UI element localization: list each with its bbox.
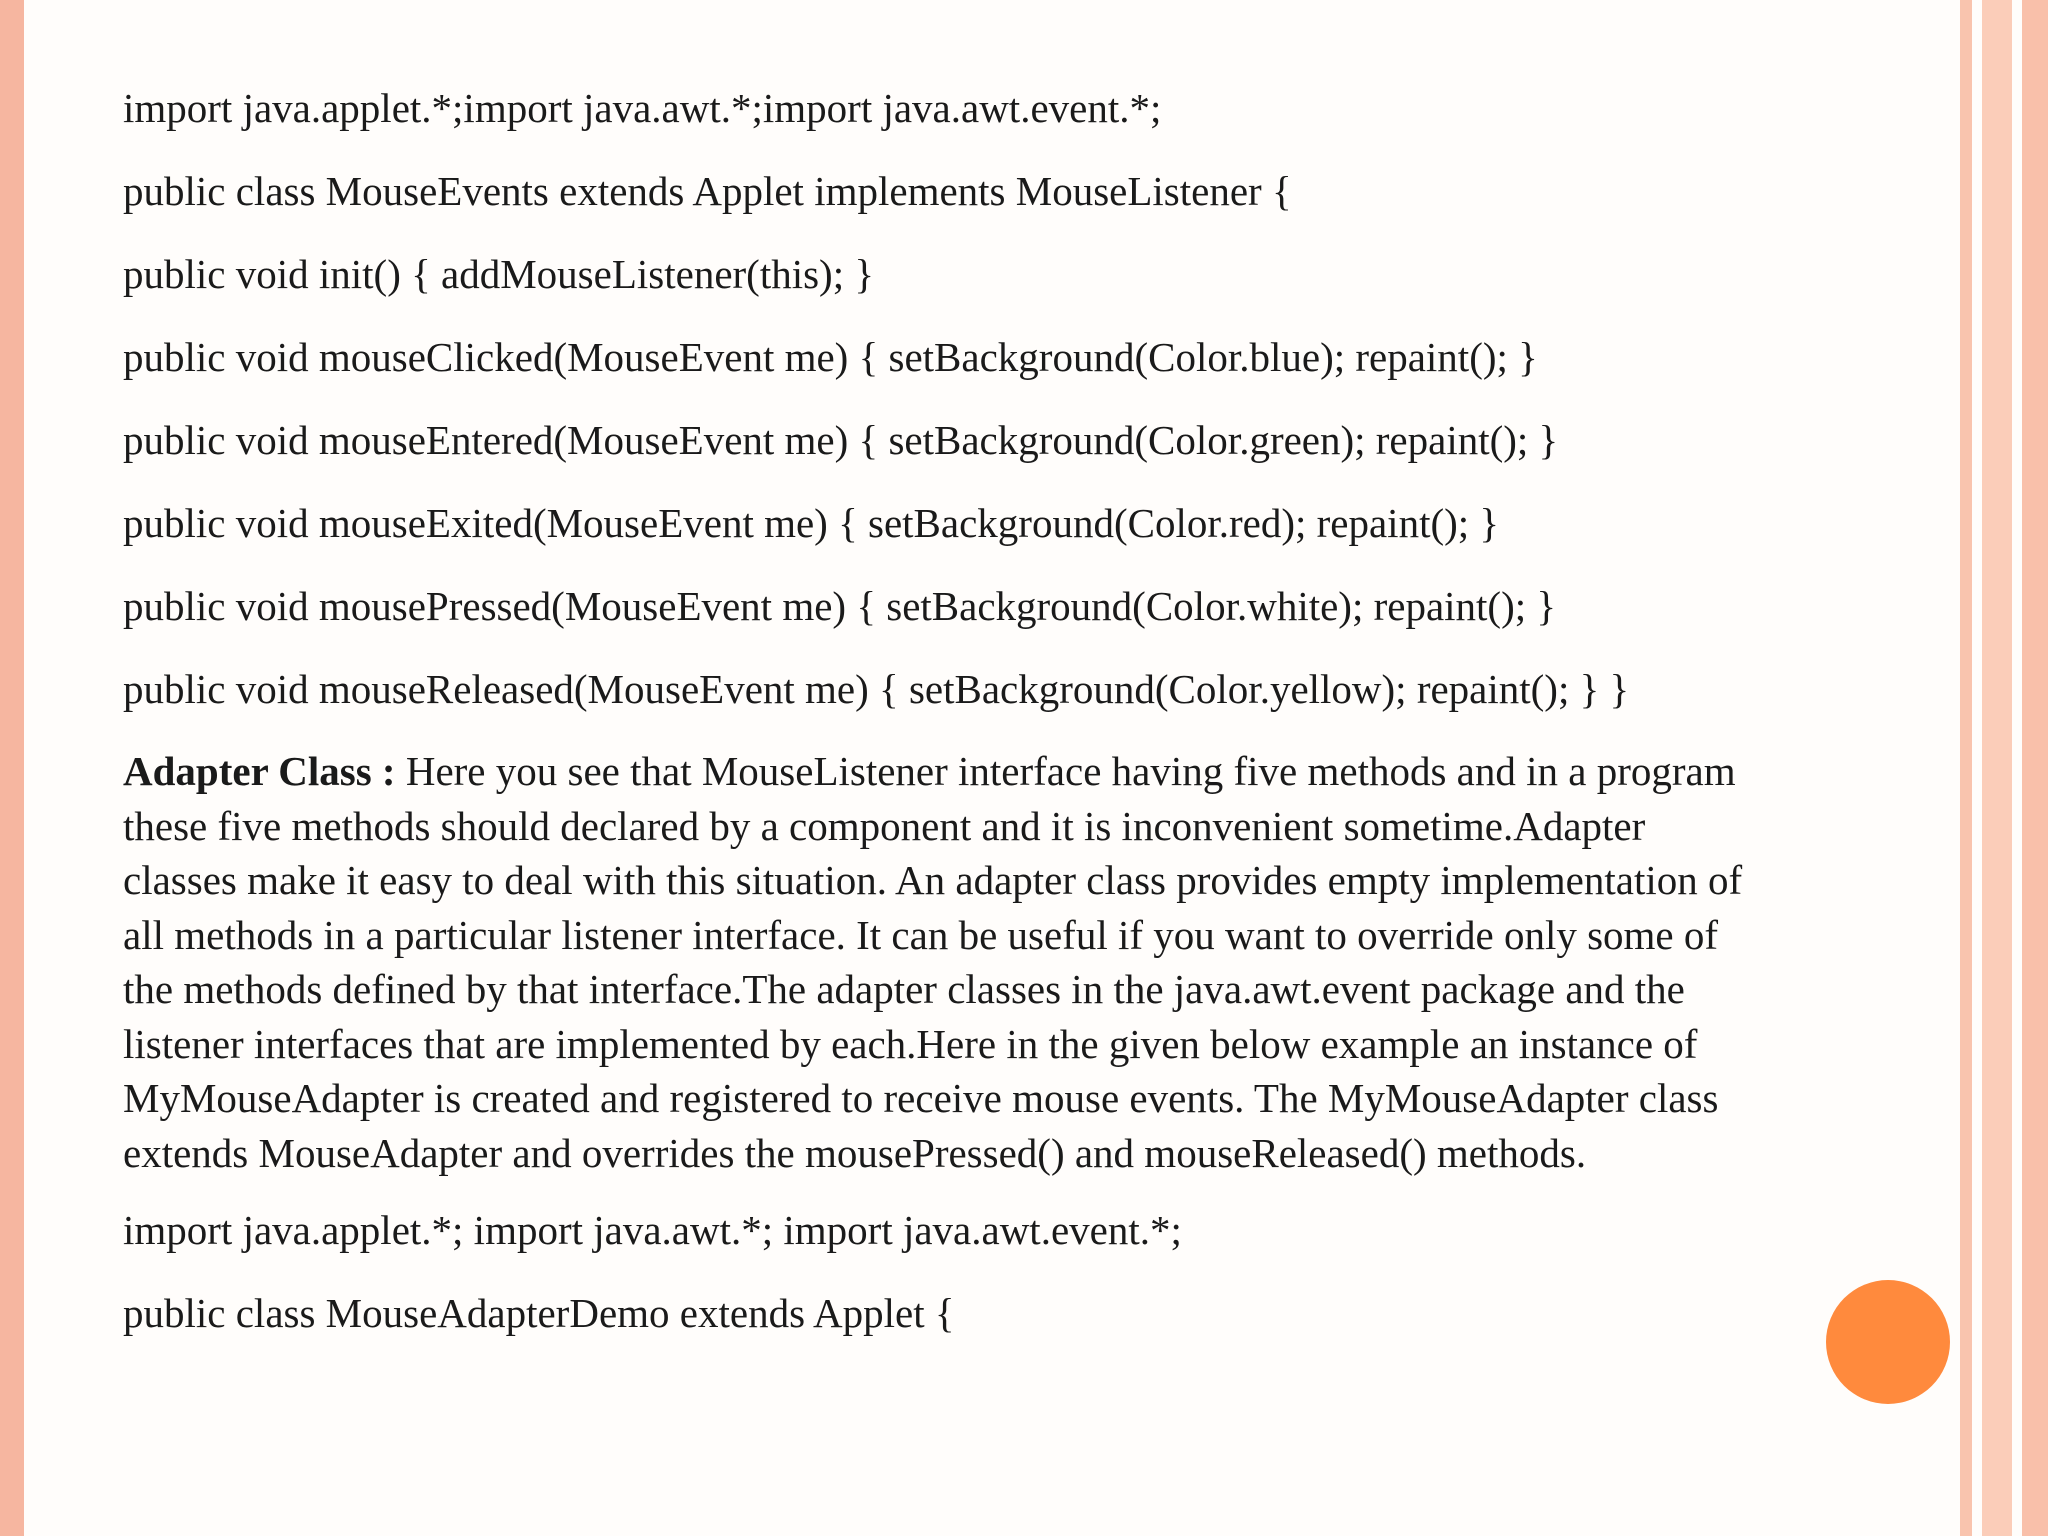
paragraph-line: extends MouseAdapter and overrides the mousePressed() and mouseReleased() methods. (123, 1129, 1587, 1176)
orange-circle-decoration (1826, 1280, 1950, 1404)
right-border-stripe (1982, 0, 2012, 1536)
code-line: public void mousePressed(MouseEvent me) { setBackground(Color.white); repaint(); } (123, 583, 1557, 629)
code-line: import java.applet.*; import java.awt.*; import java.awt.event.*; (123, 1207, 1182, 1253)
paragraph-line: MyMouseAdapter is created and registered to receive mouse events. The MyMouseAdapter class (123, 1075, 1719, 1121)
paragraph-line: these five methods should declared by a component and it is inconvenient sometime.Adapter (123, 802, 1646, 849)
adapter-class-paragraph (123, 744, 1923, 1180)
paragraph-text: Here you see that MouseListener interface having five methods and in a program (395, 748, 1736, 794)
adapter-class-label: Adapter Class : (123, 748, 396, 794)
paragraph-line: listener interfaces that are implemented by each.Here in the given below example an instance of (123, 1020, 1698, 1067)
code-line: public void init() { addMouseListener(this); } (123, 251, 875, 297)
code-line: public void mouseClicked(MouseEvent me) { setBackground(Color.blue); repaint(); } (123, 334, 1538, 380)
code-block-mouse-adapter-demo (123, 1200, 1923, 1366)
paragraph-line: classes make it easy to deal with this situation. An adapter class provides empty implementation of (123, 857, 1743, 903)
code-line: import java.applet.*;import java.awt.*;import java.awt.event.*; (123, 85, 1162, 131)
code-line: public class MouseAdapterDemo extends Applet { (123, 1290, 955, 1336)
paragraph-line: the methods defined by that interface.The adapter classes in the java.awt.event package and the (123, 966, 1685, 1012)
right-border-stripe (1960, 0, 1972, 1536)
code-line: public class MouseEvents extends Applet implements MouseListener { (123, 168, 1292, 214)
paragraph-line (123, 744, 1923, 799)
right-border-stripe (2022, 0, 2048, 1536)
left-border-stripe (0, 0, 24, 1536)
code-block-mouse-events (123, 78, 1923, 742)
paragraph-line: all methods in a particular listener interface. It can be useful if you want to override only some of (123, 911, 1719, 958)
code-line: public void mouseReleased(MouseEvent me) { setBackground(Color.yellow); repaint(); } } (123, 666, 1630, 712)
slide-body (123, 78, 1923, 1366)
code-line: public void mouseEntered(MouseEvent me) { setBackground(Color.green); repaint(); } (123, 417, 1559, 463)
code-line: public void mouseExited(MouseEvent me) { setBackground(Color.red); repaint(); } (123, 500, 1500, 546)
